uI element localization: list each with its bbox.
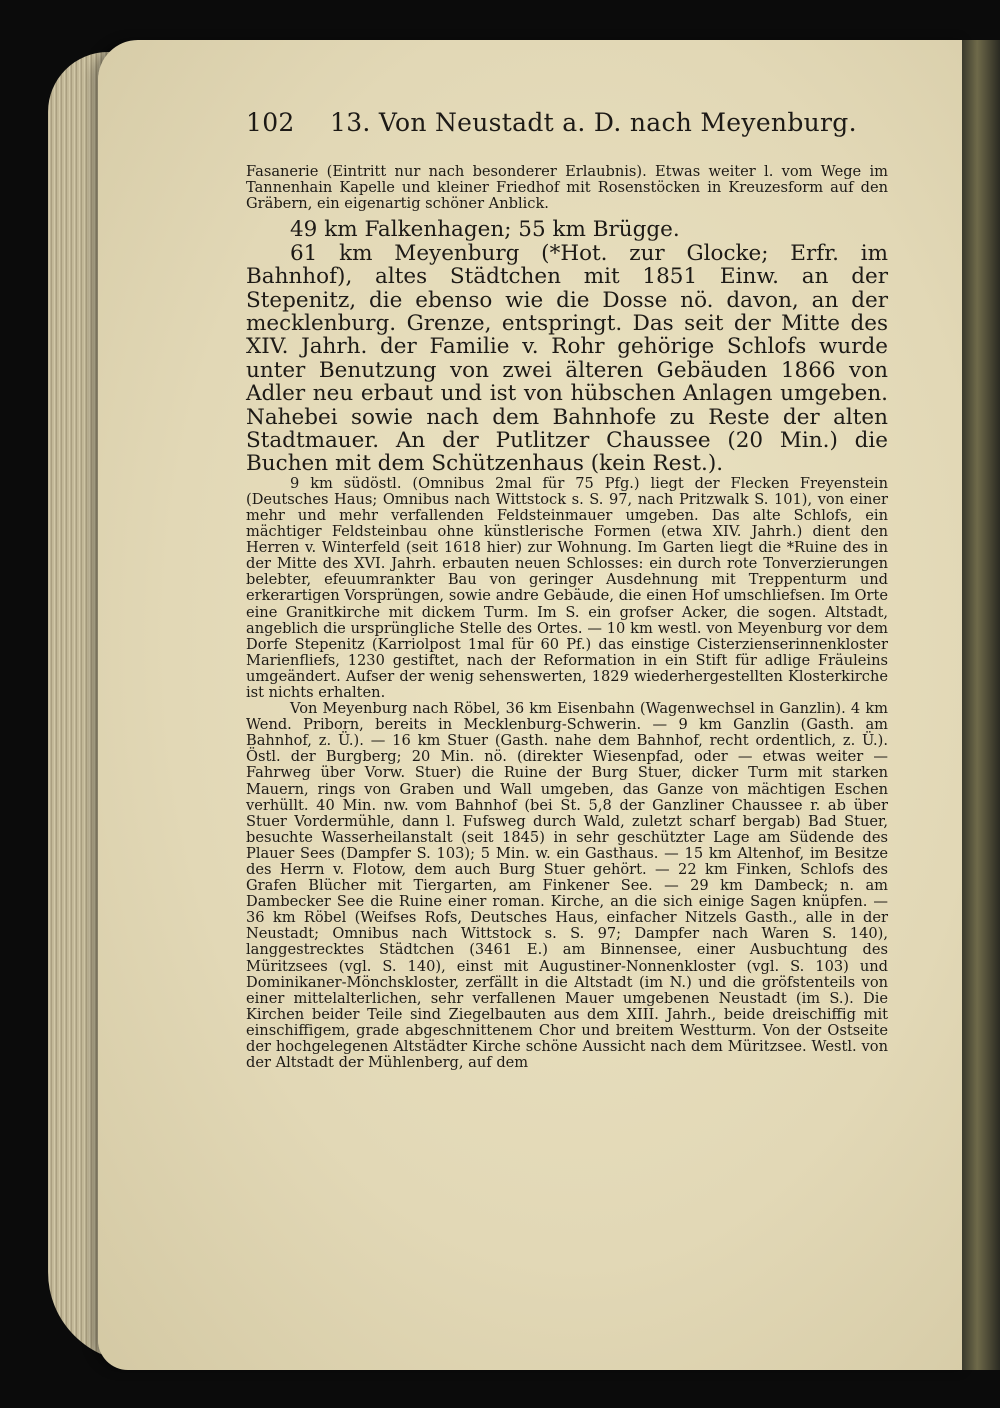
page-number: 102 [246,108,295,137]
paragraph-meyenburg: 61 km Meyenburg (*Hot. zur Glocke; Erfr. im Bahnhof), altes Städtchen mit 1851 Einw. an der Stepenitz, die ebenso wie die Dosse nö. davon, an der mecklenburg. Grenze, entspringt. Das seit der Mitte des XIV. Jahrh. der Familie v. Rohr gehörige Schlofs wurde unter Benutzung von zwei älteren Gebäuden 1866 von Adler neu erbaut und ist von hübschen Anlagen umgeben. Nahebei sowie nach dem Bahnhofe zu Reste der alten Stadtmauer. An der Putlitzer Chaussee (20 Min.) die Buchen mit dem Schützenhaus (kein Rest.). [246,240,888,477]
paragraph-falkenhagen: 49 km Falkenhagen; 55 km Brügge. [290,217,680,243]
paragraph-roebel-route: Von Meyenburg nach Röbel, 36 km Eisenbahn (Wagenwechsel in Ganzlin). 4 km Wend. Priborn, bereits in Mecklenburg-Schwerin. — 9 km Ganzlin (Gasth. am Bahnhof, z. Ü.). — 16 km Stuer (Gasth. nahe dem Bahnhof, recht ordentlich, z. Ü.). Östl. der Burgberg; 20 Min. nö. (direkter Wiesenpfad, oder — etwas weiter — Fahrweg über Vorw. Stuer) die Ruine der Burg Stuer, dicker Turm mit starken Mauern, rings von Graben und Wall umgeben, das Ganze von mächtigen Eschen verhüllt. 40 Min. nw. vom Bahnhof (bei St. 5,8 der Ganzliner Chaussee r. ab über Stuer Vordermühle, dann l. Fufsweg durch Wald, zuletzt scharf bergab) Bad Stuer, besuchte Wasserheilanstalt (seit 1845) in sehr geschützter Lage am Südende des Plauer Sees (Dampfer S. 103); 5 Min. w. ein Gasthaus. — 15 km Altenhof, im Besitze des Herrn v. Flotow, dem auch Burg Stuer gehört. — 22 km Finken, Schlofs des Grafen Blücher mit Tiergarten, am Finkener See. — 29 km Dambeck; n. am Dambecker See die Ruine einer roman. Kirche, an die sich einige Sagen knüpfen. — 36 km Röbel (Weifses Rofs, Deutsches Haus, einfacher Nitzels Gasth., alle in der Neustadt; Omnibus nach Wittstock s. S. 97; Dampfer nach Waren S. 140), langgestrecktes Städtchen (3461 E.) am Binnensee, einer Ausbuchtung des Müritzsees (vgl. S. 140), einst mit Augustiner-Nonnenkloster (vgl. S. 103) und Dominikaner-Mönchskloster, zerfällt in die Altstadt (im N.) und die gröfstenteils von einer mittelalterlichen, sehr verfallenen Mauer umgebenen Neustadt (im S.). Die Kirchen beider Teile sind Ziegelbauten aus dem XIII. Jahrh., beide dreischiffig mit einschiffigem, grade abgeschnittenem Chor und breitem Westturm. Von der Ostseite der hochgelegenen Altstädter Kirche schöne Aussicht nach dem Müritzsee. Westl. von der Altstadt der Mühlenberg, auf dem [246,700,888,1072]
paragraph-fasanerie: Fasanerie (Eintritt nur nach besonderer Erlaubnis). Etwas weiter l. vom Wege im Tannenhain Kapelle und kleiner Friedhof mit Rosenstöcken in Kreuzesform auf den Gräbern, ein eigenartig schöner Anblick. [246,163,888,213]
paragraph-freyenstein: 9 km südöstl. (Omnibus 2mal für 75 Pfg.) liegt der Flecken Freyenstein (Deutsches Haus; Omnibus nach Wittstock s. S. 97, nach Pritzwalk S. 101), von einer mehr und mehr verfallenden Feldsteinmauer umgeben. Das alte Schlofs, ein mächtiger Feldsteinbau ohne künstlerische Formen (etwa XIV. Jahrh.) dient den Herren v. Winterfeld (seit 1618 hier) zur Wohnung. Im Garten liegt die *Ruine des in der Mitte des XVI. Jahrh. erbauten neuen Schlosses: ein durch rote Tonverzierungen belebter, efeuumrankter Bau von geringer Ausdehnung mit Treppenturm und erkerartigen Vorsprüngen, sowie andre Gebäude, die einen Hof umschliefsen. Im Orte eine Granitkirche mit dickem Turm. Im S. ein grofser Acker, die sogen. Altstadt, angeblich die ursprüngliche Stelle des Ortes. — 10 km westl. von Meyenburg vor dem Dorfe Stepenitz (Karriolpost 1mal für 60 Pf.) das einstige Cisterzienserinnenkloster Marienfliefs, 1230 gestiftet, nach der Reformation in ein Stift für adlige Fräuleins umgeändert. Aufser der wenig sehenswerten, 1829 wiederhergestellten Klosterkirche ist nichts erhalten. [246,474,888,701]
running-header [246,108,888,152]
page-content [246,108,888,1071]
page-title: 13. Von Neustadt a. D. nach Meyenburg. [330,108,857,137]
book-gutter [962,40,1000,1370]
